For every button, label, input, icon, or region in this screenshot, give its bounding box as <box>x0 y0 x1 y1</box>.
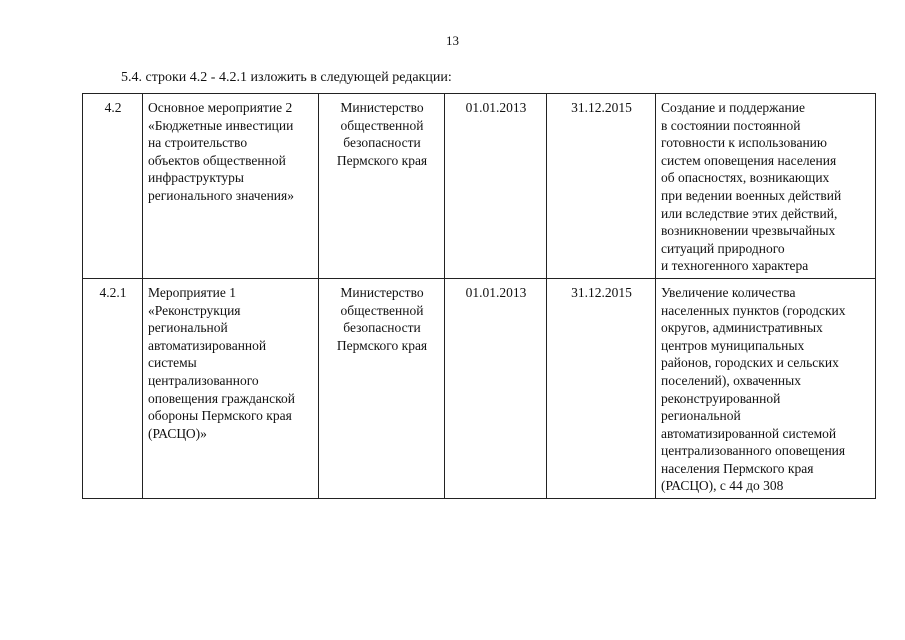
event-name: Мероприятие 1 «Реконструкция региональной автоматизированной системы централизованного оповещения гражданской обороны Пермского края (РАСЦО)» <box>143 278 319 498</box>
start-date: 01.01.2013 <box>445 278 547 498</box>
page-number: 13 <box>446 33 459 48</box>
expected-result: Увеличение количества населенных пунктов (городских округов, административных центров муниципальных районов, городских и сельских поселений), охваченных реконструированной региональной автоматизированной системой централизованного оповещения населения Пермского края (РАСЦО), с 44 до 308 <box>656 278 876 498</box>
event-name: Основное мероприятие 2 «Бюджетные инвестиции на строительство объектов общественной инфраструктуры регионального значения» <box>143 94 319 279</box>
program-table <box>82 93 876 499</box>
amendment-intro: 5.4. строки 4.2 - 4.2.1 изложить в следующей редакции: <box>121 70 452 85</box>
table-row <box>83 278 876 498</box>
start-date: 01.01.2013 <box>445 94 547 279</box>
row-number: 4.2.1 <box>83 278 143 498</box>
end-date: 31.12.2015 <box>547 94 656 279</box>
responsible-ministry: Министерство общественной безопасности Пермского края <box>319 94 445 279</box>
responsible-ministry: Министерство общественной безопасности Пермского края <box>319 278 445 498</box>
table-row <box>83 94 876 279</box>
row-number: 4.2 <box>83 94 143 279</box>
end-date: 31.12.2015 <box>547 278 656 498</box>
expected-result: Создание и поддержание в состоянии постоянной готовности к использованию систем оповещения населения об опасностях, возникающих при ведении военных действий или вследствие этих действий, возникновении чрезвычайных ситуаций природного и техногенного характера <box>656 94 876 279</box>
